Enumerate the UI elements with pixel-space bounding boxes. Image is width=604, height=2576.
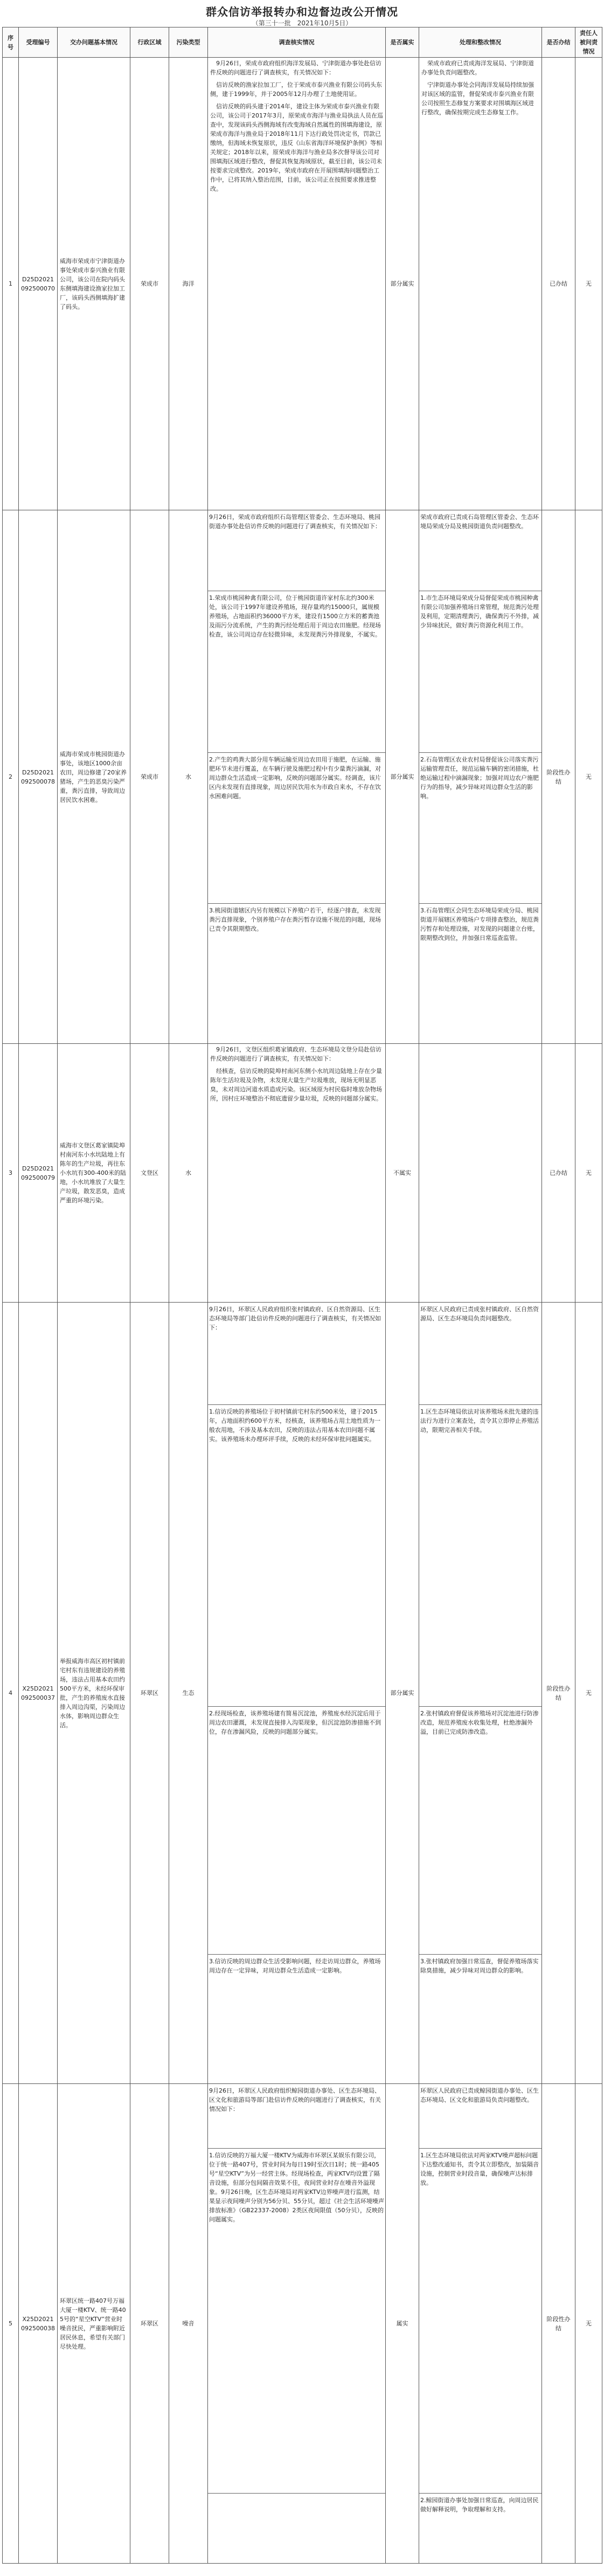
investigation-block: 9月26日，荣成市政府组织石岛管理区管委会、生态环境局、桃园街道办事处赴信访件反映的问题进行了调查核实，有关情况如下： [208, 510, 385, 591]
investigation-paragraph: 信访反映的码头建于2014年，建设主体为荣成市泰兴渔业有限公司，该公司于2017年3月，原荣成市海洋与渔业局执法人员在巡查中，发现该码头西侧海域有改变海域自然属性的围填海建设，原荣成市海洋与渔业局于2018年11月下达行政处罚决定书，罚款已缴纳，但海域未恢复原状，违反《山东省海洋环境保护条例》等相关规定；2018年以来，原荣成市海洋与渔业局多次督导该公司对围填海区域进行整改，督促其恢复海域原状，截至目前，该公司未按要求完成整改。2019年，荣成市政府在开展围填海问题整治工作中，已将其纳入整治范围，目前，该公司正在按照要求推进整改。 [210, 103, 383, 192]
row-closed: 已办结 [542, 1044, 575, 1303]
row-investigation [208, 2084, 386, 2564]
row-id: D25D2021092500070 [19, 58, 58, 510]
table-row [3, 2084, 602, 2564]
header-index: 序号 [3, 27, 19, 58]
row-index: 4 [3, 1303, 19, 2084]
row-region: 荣成市 [130, 510, 169, 1044]
handling-block: 2.鲸园街道办事处加强日常巡查，向周边居民做好解释说明，争取理解和支持。 [420, 2497, 539, 2513]
row-id: D25D2021092500078 [19, 510, 58, 1044]
handling-block: 2.张村镇政府督促该养殖场对沉淀池进行防渗改造，规范养殖废水收集处理，杜绝渗漏外溢，目前已完成防渗改造。 [419, 1707, 541, 1955]
investigation-paragraph: 9月26日，荣成市政府组织海洋发展局、宁津街道办事处赴信访件反映的问题进行了调查核实，有关情况如下： [210, 60, 381, 76]
table-row [3, 58, 602, 510]
header-pollution: 污染类型 [169, 27, 208, 58]
row-closed: 阶段性办结 [542, 2084, 575, 2564]
page-subtitle: （第三十一批 2021年10月5日） [252, 19, 352, 27]
row-accountability: 无 [575, 1303, 602, 2084]
row-investigation [208, 1044, 386, 1303]
row-id: X25D2021092500037 [19, 1303, 58, 2084]
row-index: 5 [3, 2084, 19, 2564]
row-pollution: 水 [169, 1044, 208, 1303]
row-closed: 已办结 [542, 58, 575, 510]
investigation-block: 1.信访反映的养殖场位于初村镇前宅村东约500米处，建于2015年，占地面积约600平方米，经核查，该养殖场占用土地性质为一般农用地，不涉及基本农田，反映的违法占用基本农田问题不属实。该养殖场未办理环评手续，反映的未经环保审批问题属实。 [208, 1405, 385, 1707]
handling-block: 3.石岛管理区会同生态环境局荣成分局、桃园街道开展辖区养殖场户专项排查整治，规范粪污暂存和处理设施，对发现的问题建立台账，限期整改到位，并加强日常巡查监管。 [420, 907, 539, 941]
investigation-block: 9月26日，环翠区人民政府组织鲸园街道办事处、区生态环境局、区文化和旅游局等部门赴信访件反映的问题进行了调查核实，有关情况如下： [208, 2084, 385, 2149]
investigation-paragraph: 9月26日，文登区组织葛家镇政府、生态环境局文登分局赴信访件反映的问题进行了调查核实，有关情况如下： [210, 1046, 381, 1062]
header-handling: 处理和整改情况 [419, 27, 542, 58]
header-accountability: 责任人被问责情况 [575, 27, 602, 58]
investigation-block: 2.产生的鸡粪大部分用车辆运输至周边农田用于施肥，在运输、施肥环节未进行覆盖，在车辆行驶及施肥过程中有少量粪污滴漏，对周边群众生活造成一定影响，反映的问题部分属实。经调查，该片区内未发现有直排现象，周边居民饮用水为市政自来水，不存在饮水困难问题。 [208, 753, 385, 904]
table-row [3, 1303, 602, 2084]
table-row [3, 1044, 602, 1303]
handling-block: 2.石岛管理区农业农村局督促该公司落实粪污运输管理责任，规范运输车辆的密闭措施，杜绝运输过程中滴漏现象；加强对周边农户施肥行为的指导，减少异味对周边群众生活的影响。 [419, 753, 541, 904]
row-truth: 属实 [386, 2084, 419, 2564]
row-handling [419, 1044, 542, 1303]
table-header-row [3, 27, 602, 58]
investigation-paragraph: 经核查，信访反映的陡埠村南河东侧小水坑周边陆地上存在少量陈年生活垃圾及杂物，未发现大量生产垃圾堆放，现场无明显恶臭，未对周边河道水质造成污染。该区域原为村民临时堆放杂物场所，因村庄环境整治不彻底遗留少量垃圾，反映的问题部分属实。 [210, 1068, 382, 1102]
investigation-block: 3.桃园街道辖区内另有规模以下养殖户若干，经逐户排查，未发现粪污直排现象，个别养殖户存在粪污暂存设施不规范的问题，现场已责令其限期整改。 [209, 907, 381, 932]
row-id: X25D2021092500038 [19, 2084, 58, 2564]
row-pollution: 噪音 [169, 2084, 208, 2564]
header-truth: 是否属实 [386, 27, 419, 58]
row-issue: 威海市荣成市桃园街道办事处，该地区1000余亩农田，周边修建了20家养猪场，产生的恶臭污染严重，粪污直排，导致周边居民饮水困难。 [58, 510, 130, 1044]
handling-block: 3.张村镇政府加强日常巡查，督促养殖场落实除臭措施，减少异味对周边群众的影响。 [420, 1958, 539, 1974]
header-investigation: 调查核实情况 [208, 27, 386, 58]
investigation-block: 9月26日，环翠区人民政府组织张村镇政府、区自然资源局、区生态环境局等部门赴信访件反映的问题进行了调查核实，有关情况如下： [208, 1303, 385, 1405]
handling-block: 环翠区人民政府已责成张村镇政府、区自然资源局、区生态环境局负责问题整改。 [419, 1303, 541, 1405]
row-index: 3 [3, 1044, 19, 1303]
investigation-block: 1.荣成市桃园种禽有限公司，位于桃园街道许家村东北约300米处，该公司于1997年建设养殖场，现存量鸡约15000只，属规模养殖场，占地面积约36000平方米，建设有1500立方米的蓄粪池及雨污分流系统，产生的粪污经处理后用于周边农田施肥。经现场检查，该公司周边存在轻微异味，未发现粪污外排现象，不属实。 [208, 591, 385, 753]
header-closed: 是否办结 [542, 27, 575, 58]
row-index: 2 [3, 510, 19, 1044]
row-id: D25D2021092500079 [19, 1044, 58, 1303]
investigation-block: 3.信访反映的周边群众生活受影响问题，经走访周边群众，养殖场周边存在一定异味，对周边群众生活造成一定影响。 [209, 1958, 381, 1974]
row-investigation [208, 58, 386, 510]
header-region: 行政区域 [130, 27, 169, 58]
row-handling [419, 2084, 542, 2564]
row-investigation [208, 1303, 386, 2084]
row-region: 环翠区 [130, 2084, 169, 2564]
row-truth: 不属实 [386, 1044, 419, 1303]
row-region: 文登区 [130, 1044, 169, 1303]
report-table [2, 27, 602, 2564]
row-accountability: 无 [575, 2084, 602, 2564]
page-title: 群众信访举报转办和边督边改公开情况 [206, 5, 398, 18]
row-truth: 部分属实 [386, 1303, 419, 2084]
handling-paragraph: 荣成市政府已责成海洋发展局、宁津街道办事处负责问题整改。 [421, 60, 534, 76]
row-issue: 威海市文登区葛家镇陡埠村南河东小水坑陆地上有陈年的生产垃圾，再往东小水坑有300-400米的陆地，小水坑堆放了大量生产垃圾，散发恶臭，造成严重的环境污染。 [58, 1044, 130, 1303]
investigation-block [208, 2494, 385, 2561]
row-index: 1 [3, 58, 19, 510]
row-pollution: 海洋 [169, 58, 208, 510]
row-closed: 阶段性办结 [542, 1303, 575, 2084]
row-accountability: 无 [575, 58, 602, 510]
investigation-block: 2.经现场检查，该养殖场建有简易沉淀池，养殖废水经沉淀后用于周边农田灌溉，未发现直接排入沟渠现象，但沉淀池防渗措施不到位，存在渗漏风险，反映的问题部分属实。 [208, 1707, 385, 1955]
handling-block: 1.市生态环境局荣成分局督促荣成市桃园种禽有限公司加强养殖场日常管理，规范粪污处理及利用，定期清理粪污，确保粪污不外排，减少异味扰民，做好粪污资源化利用工作。 [419, 591, 541, 753]
row-investigation [208, 510, 386, 1044]
row-truth: 部分属实 [386, 510, 419, 1044]
header-id: 受理编号 [19, 27, 58, 58]
row-issue: 威海市荣成市宁津街道办事处荣成市泰兴渔业有限公司，该公司在院内码头东侧填海建设渔家拉加工厂，该码头西侧填海扩建了码头。 [58, 58, 130, 510]
row-accountability: 无 [575, 1044, 602, 1303]
row-handling [419, 510, 542, 1044]
header-issue: 交办问题基本情况 [58, 27, 130, 58]
handling-block: 环翠区人民政府已责成鲸园街道办事处、区生态环境局、区文化和旅游局负责问题整改。 [419, 2084, 541, 2149]
row-closed: 阶段性办结 [542, 510, 575, 1044]
handling-paragraph: 宁津街道办事处会同海洋发展局持续加强对该区域的监管，督促荣成市泰兴渔业有限公司按照生态修复方案要求对围填海区域进行整改，确保按期完成生态修复工作。 [421, 81, 534, 116]
table-row [3, 510, 602, 1044]
row-truth: 部分属实 [386, 58, 419, 510]
row-pollution: 生态 [169, 1303, 208, 2084]
row-pollution: 水 [169, 510, 208, 1044]
handling-block: 1.区生态环境局依法对该养殖场未批先建的违法行为进行立案查处，责令其立即停止养殖活动，限期完善相关手续。 [419, 1405, 541, 1707]
handling-block: 荣成市政府已责成石岛管理区管委会、生态环境局荣成分局及桃园街道负责问题整改。 [419, 510, 541, 591]
investigation-block: 1.信访反映的万福大厦一楼KTV为威海市环翠区某娱乐有限公司，位于统一路407号，营业时间为每日19时至次日1时；统一路405号“星空KTV”为另一经营主体。经现场检查，两家KTV均设置了隔音设施，但部分包间隔音效果不佳，夜间营业时存在噪音外溢现象。9月26日晚，区生态环境局对两家KTV边界噪声进行监测，结果显示夜间噪声分别为56分贝、55分贝，超过《社会生活环境噪声排放标准》（GB22337-2008）2类区夜间限值（50分贝），反映的问题属实。 [208, 2149, 385, 2494]
row-issue: 举报威海市高区初村镇前宅村东有违规建设的养殖场，违法占用基本农田约500平方米，未经环保审批，产生的养殖废水直接排入周边沟渠，污染周边水体，影响周边群众生活。 [58, 1303, 130, 2084]
row-issue: 环翠区统一路407号万福大厦一楼KTV、统一路405号的“星空KTV”营业时噪音扰民，严重影响附近居民休息，希望有关部门尽快处理。 [58, 2084, 130, 2564]
investigation-paragraph: 信访反映的渔家拉加工厂，位于荣成市泰兴渔业有限公司码头东侧，建于1999年，并于2005年12月办理了土地使用证。 [210, 81, 382, 98]
handling-block: 1.区生态环境局依法对两家KTV噪声超标问题下达整改通知书，责令其立即整改，加装隔音设施，控制营业时段音量，确保噪声达标排放。 [419, 2149, 541, 2494]
row-region: 荣成市 [130, 58, 169, 510]
row-region: 环翠区 [130, 1303, 169, 2084]
row-accountability: 无 [575, 510, 602, 1044]
row-handling [419, 1303, 542, 2084]
row-handling [419, 58, 542, 510]
